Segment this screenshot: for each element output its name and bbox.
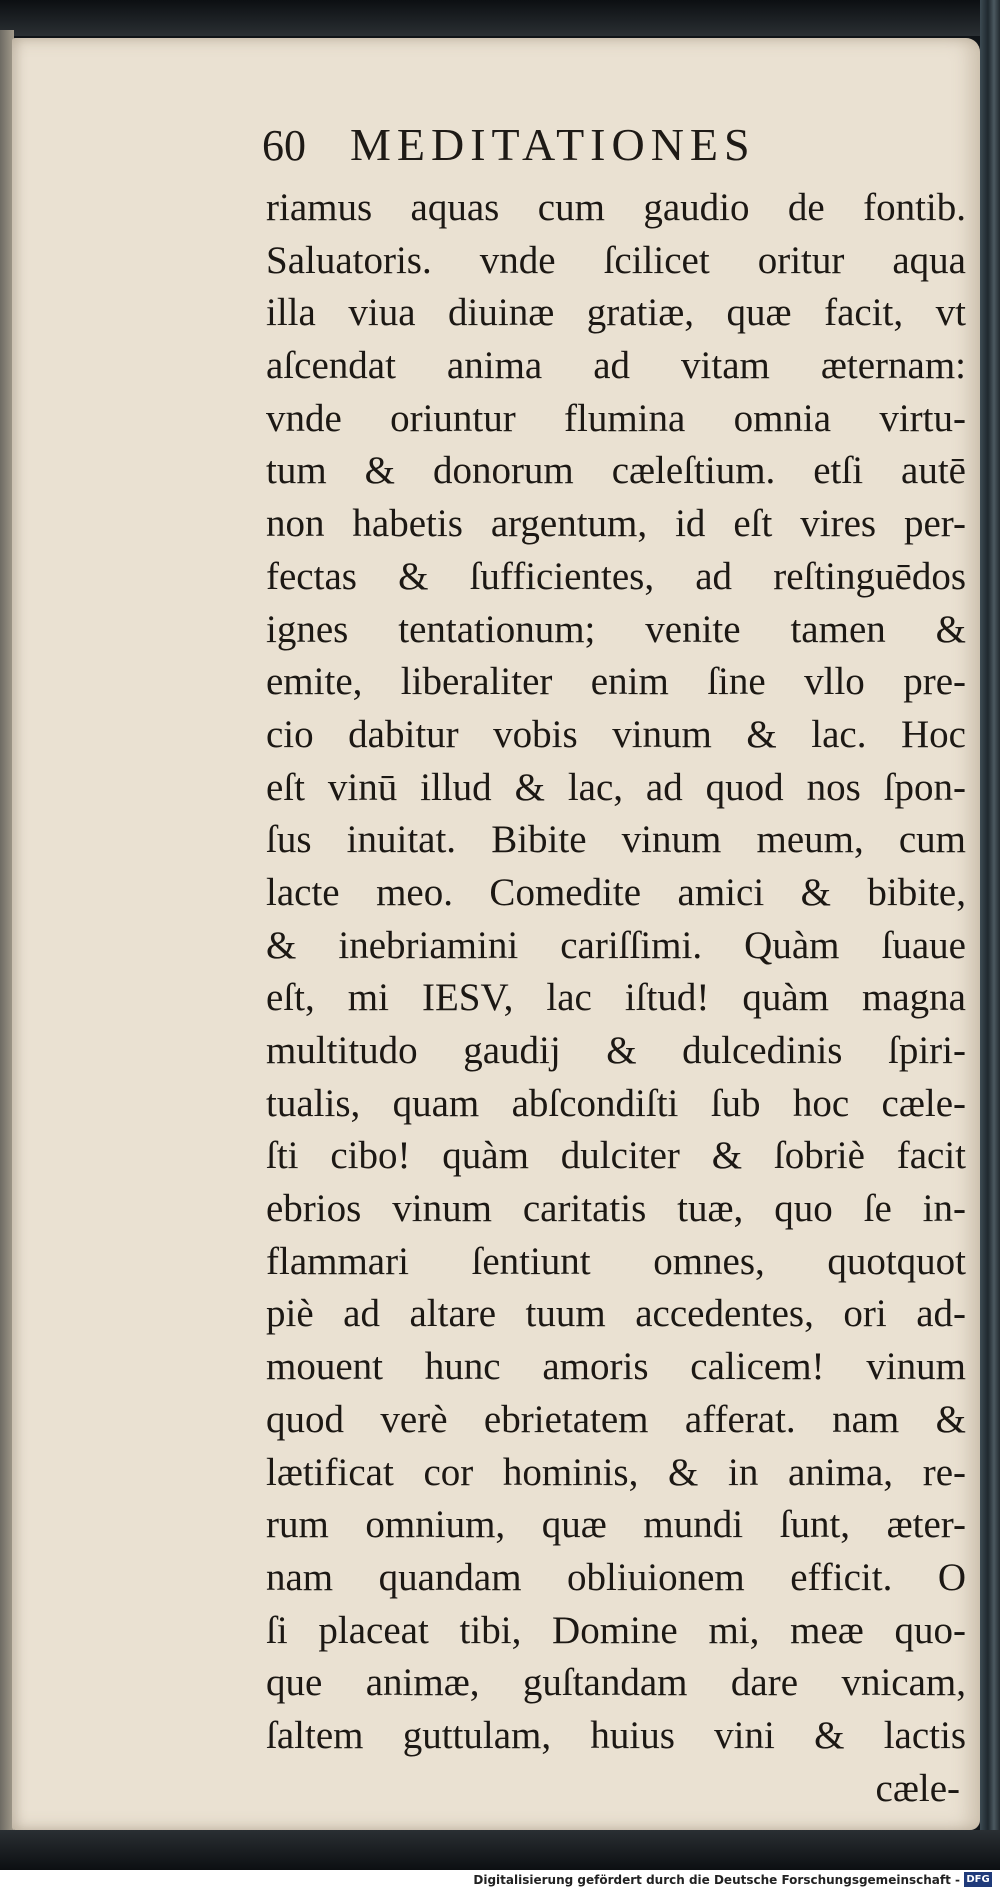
text-line: piè ad altare tuum accedentes, ori ad- bbox=[266, 1292, 966, 1336]
dfg-logo: DFG bbox=[964, 1872, 992, 1887]
text-line: illa viua diuinæ gratiæ, quæ facit, vt bbox=[266, 291, 966, 335]
text-line: Saluatoris. vnde ſcilicet oritur aqua bbox=[266, 238, 966, 282]
text-line: fectas & ſufficientes, ad reſtinguēdos bbox=[266, 554, 966, 598]
text-line: ignes tentationum; venite tamen & bbox=[266, 607, 966, 651]
book-spine bbox=[980, 0, 1000, 1892]
text-line: ſi placeat tibi, Domine mi, meæ quo- bbox=[266, 1608, 966, 1652]
book-top-edge bbox=[0, 0, 1000, 36]
text-line: eſt, mi IESV, lac iſtud! quàm magna bbox=[266, 976, 966, 1020]
page-header bbox=[262, 118, 756, 171]
text-line: quod verè ebrietatem afferat. nam & bbox=[266, 1397, 966, 1441]
text-line: multitudo gaudij & dulcedinis ſpiri- bbox=[266, 1029, 966, 1072]
text-line: aſcendat anima ad vitam æternam: bbox=[266, 344, 966, 388]
book-bottom-edge bbox=[0, 1830, 1000, 1870]
body-text bbox=[266, 182, 966, 1815]
text-line: ſus inuitat. Bibite vinum meum, cum bbox=[266, 818, 966, 862]
text-line: tualis, quam abſcondiſti ſub hoc cæle- bbox=[266, 1081, 966, 1125]
text-line: vnde oriuntur flumina omnia virtu- bbox=[266, 396, 966, 440]
text-line: cio dabitur vobis vinum & lac. Hoc bbox=[266, 712, 966, 756]
text-line: que animæ, guſtandam dare vnicam, bbox=[266, 1661, 966, 1705]
digitization-credit: Digitalisierung gefördert durch die Deutsche Forschungsgemeinschaft - bbox=[473, 1873, 960, 1887]
text-line: ſaltem guttulam, huius vini & lactis bbox=[266, 1713, 966, 1757]
text-line: lacte meo. Comedite amici & bibite, bbox=[266, 870, 966, 914]
text-line: riamus aquas cum gaudio de fontib. bbox=[266, 186, 966, 229]
text-line: & inebriamini cariſſimi. Quàm ſuaue bbox=[266, 923, 966, 967]
text-line: nam quandam obliuionem efficit. O bbox=[266, 1555, 966, 1599]
text-line: cæle- bbox=[875, 1766, 960, 1810]
text-line: eſt vinū illud & lac, ad quod nos ſpon- bbox=[266, 765, 966, 809]
text-line: emite, liberaliter enim ſine vllo pre- bbox=[266, 660, 966, 704]
text-line: tum & donorum cæleſtium. etſi autē bbox=[266, 449, 966, 493]
text-line: ebrios vinum caritatis tuæ, quo ſe in- bbox=[266, 1187, 966, 1231]
text-line: ſti cibo! quàm dulciter & ſobriè facit bbox=[266, 1134, 966, 1178]
page-number: 60 bbox=[262, 121, 306, 170]
text-line: lætificat cor hominis, & in anima, re- bbox=[266, 1450, 966, 1494]
text-line: rum omnium, quæ mundi ſunt, æter- bbox=[266, 1503, 966, 1547]
running-head: MEDITATIONES bbox=[350, 119, 756, 170]
text-line: flammari ſentiunt omnes, quotquot bbox=[266, 1239, 966, 1283]
text-line: mouent hunc amoris calicem! vinum bbox=[266, 1345, 966, 1389]
text-line: non habetis argentum, id eſt vires per- bbox=[266, 502, 966, 546]
